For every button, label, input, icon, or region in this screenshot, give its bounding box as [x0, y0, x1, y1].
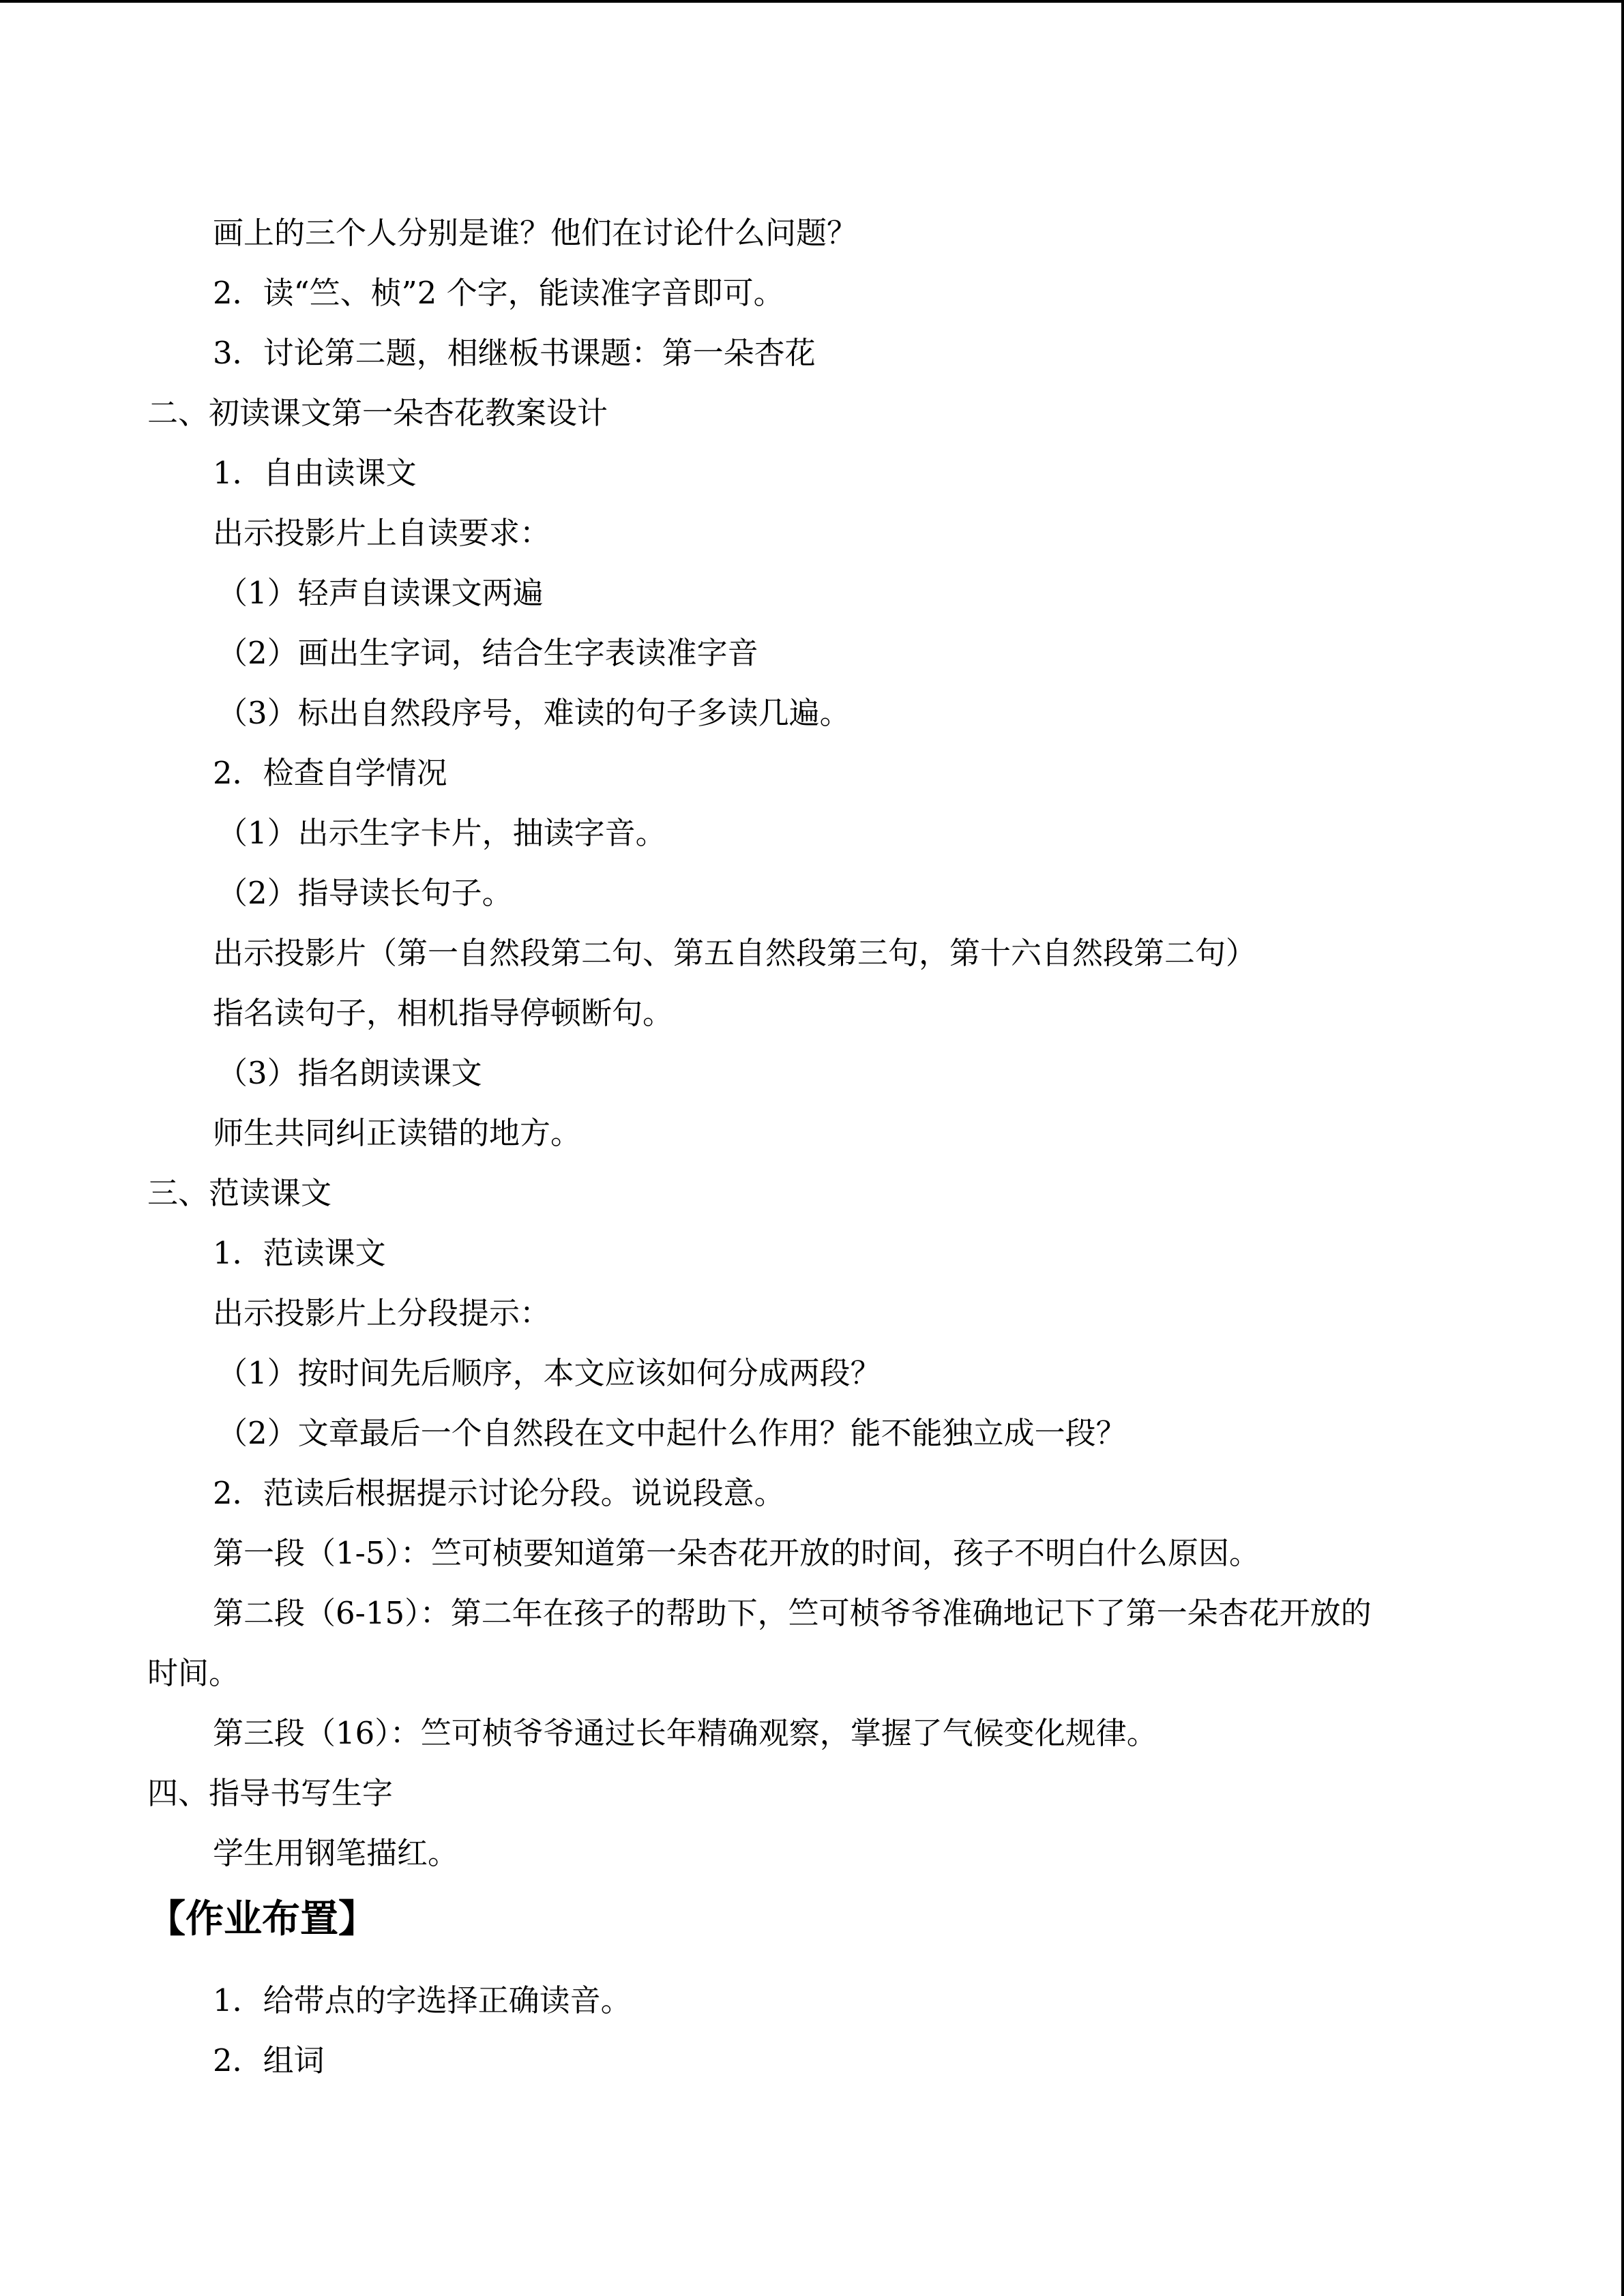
text-line: （3）指名朗读课文 — [217, 1055, 482, 1091]
text-line: 2．检查自学情况 — [213, 755, 447, 791]
text-line: （1）轻声自读课文两遍 — [217, 575, 544, 611]
text-line: （2）指导读长句子。 — [217, 875, 513, 911]
text-line: （1）按时间先后顺序，本文应该如何分成两段？ — [217, 1355, 881, 1391]
text-line: 学生用钢笔描红。 — [213, 1835, 459, 1871]
text-line: （2）画出生字词，结合生字表读准字音 — [217, 635, 758, 671]
text-line: 指名读句子，相机指导停顿断句。 — [213, 995, 674, 1031]
section-heading: 二、初读课文第一朵杏花教案设计 — [147, 395, 608, 431]
text-line: 出示投影片（第一自然段第二句、第五自然段第三句，第十六自然段第二句） — [213, 935, 1257, 971]
text-line: 2．范读后根据提示讨论分段。说说段意。 — [213, 1475, 785, 1511]
text-line: 2．读“竺、桢”2 个字，能读准字音即可。 — [213, 275, 784, 311]
text-line: 3．讨论第二题，相继板书课题：第一朵杏花 — [213, 335, 816, 371]
text-line: 师生共同纠正读错的地方。 — [213, 1115, 582, 1151]
text-line: 时间。 — [147, 1655, 240, 1691]
page-border-right — [1621, 0, 1624, 2296]
text-line: 第三段（16）：竺可桢爷爷通过长年精确观察，掌握了气候变化规律。 — [213, 1715, 1157, 1751]
text-line: 出示投影片上分段提示： — [213, 1295, 551, 1331]
text-line: （2）文章最后一个自然段在文中起什么作用？能不能独立成一段？ — [217, 1415, 1127, 1451]
section-heading: 四、指导书写生字 — [147, 1775, 394, 1811]
text-line: 第二段（6-15）：第二年在孩子的帮助下，竺可桢爷爷准确地记下了第一朵杏花开放的 — [213, 1595, 1372, 1631]
text-line: 1．自由读课文 — [213, 455, 417, 491]
text-line: 出示投影片上自读要求： — [213, 515, 551, 551]
section-heading: 三、范读课文 — [147, 1175, 332, 1211]
text-line: 1．给带点的字选择正确读音。 — [213, 1982, 632, 2018]
text-line: 1．范读课文 — [213, 1235, 386, 1271]
text-line: （3）标出自然段序号，难读的句子多读几遍。 — [217, 695, 851, 731]
text-line: 2．组词 — [213, 2042, 325, 2078]
text-line: （1）出示生字卡片，抽读字音。 — [217, 815, 666, 851]
text-line: 第一段（1-5）：竺可桢要知道第一朵杏花开放的时间，孩子不明白什么原因。 — [213, 1535, 1260, 1571]
text-line: 画上的三个人分别是谁？他们在讨论什么问题？ — [213, 215, 858, 251]
page-border-top — [0, 0, 1624, 3]
homework-heading: 【作业布置】 — [147, 1897, 377, 1941]
